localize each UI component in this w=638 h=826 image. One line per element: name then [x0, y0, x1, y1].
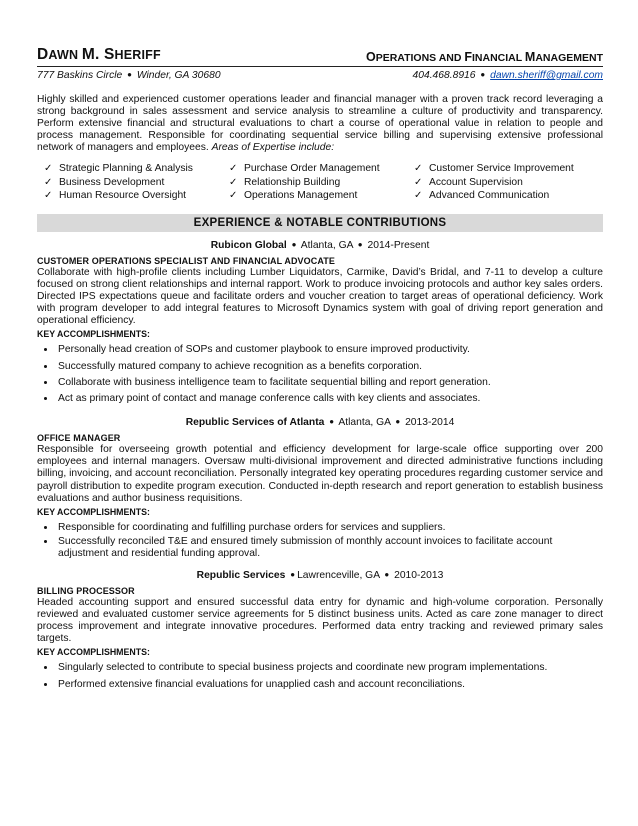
job-dates: 2010-2013 [394, 569, 444, 581]
company-name: Rubicon Global [210, 239, 287, 251]
job-dates: 2013-2014 [405, 417, 455, 429]
job-role: BILLING PROCESSOR [37, 585, 135, 596]
list-item: • Successfully reconciled T&E and ensured timely submission of monthly account invoices to facilitate account adjustment and residential funding approval. [56, 536, 603, 561]
section-banner-experience: EXPERIENCE & NOTABLE CONTRIBUTIONS [37, 214, 603, 232]
skills-column-3 [414, 162, 599, 203]
skill-item: ✓ Human Resource Oversight [44, 189, 229, 203]
bullet-separator-icon: ● [329, 417, 335, 427]
skill-item: ✓ Customer Service Improvement [414, 162, 599, 176]
skill-item: ✓ Purchase Order Management [229, 162, 414, 176]
job-role: OFFICE MANAGER [37, 433, 121, 444]
bullet-separator-icon: ● [357, 239, 363, 249]
company-line [37, 570, 603, 581]
key-accomplishments-label: KEY ACCOMPLISHMENTS: [37, 506, 150, 517]
candidate-name: DAWN M. SHERIFF [37, 46, 161, 63]
header-rule [37, 66, 603, 67]
bullet-separator-icon: ● [395, 417, 401, 427]
skill-item: ✓ Business Development [44, 176, 229, 190]
accomplishments-list [37, 660, 603, 692]
job-description: Responsible for overseeing growth potential and efficiency development for large-scale office supporting over 200 employees and internal managers. Oversaw multi-divisional improvement and directed administrative functions including billing, invoicing, and account reconciliation. Personally integrated key operating procedures regarding customer service and payroll distribution to expedite program execution. Conducted in-depth research and report generation to establish business evaluations and author business requisitions. [37, 444, 603, 504]
professional-title: OPERATIONS AND FINANCIAL MANAGEMENT [365, 50, 603, 64]
contact-line [37, 70, 603, 81]
list-item: • Performed extensive financial evaluations for unapplied cash and account reconciliations. [56, 677, 603, 693]
job-entry [37, 240, 603, 407]
job-description: Collaborate with high-profile clients including Lumber Liquidators, Carmike, David’s Bridal, and 7-11 to develop a culture focused on strong client relationships and internal rapport. Work to produce invoicing protocols and author key sales orders. Directed IPS expectations queue and facilitate orders and voucher creation to target areas of operational deficiency. Work with program developer to add integral features to Microsoft Dynamics system with goal of driving report generation and operational efficiency. [37, 266, 603, 327]
job-location: Atlanta, GA [338, 417, 391, 429]
bullet-separator-icon: ● [291, 239, 297, 249]
skill-item: ✓ Account Supervision [414, 176, 599, 190]
company-name: Republic Services [196, 569, 286, 581]
company-line [37, 240, 603, 251]
phone: 404.468.8916 [412, 70, 476, 81]
resume-header [37, 46, 603, 64]
bullet-separator-icon: ● [127, 70, 132, 79]
bullet-separator-icon: ● [384, 569, 390, 579]
job-entry [37, 570, 603, 693]
address: 777 Baskins Circle ● Winder, GA 30680 [37, 70, 221, 81]
email-link[interactable]: dawn.sheriff@gmail.com [490, 70, 603, 81]
areas-of-expertise-label: Areas of Expertise include: [211, 142, 335, 154]
list-item: • Collaborate with business intelligence team to facilitate sequential billing and report generation. [56, 375, 603, 391]
job-location: Lawrenceville, GA [297, 569, 380, 581]
job-location: Atlanta, GA [300, 239, 353, 251]
list-item: • Act as primary point of contact and manage conference calls with key clients and associates. [56, 391, 603, 407]
skills-grid [44, 162, 603, 203]
resume-page [37, 46, 603, 693]
list-item: • Singularly selected to contribute to special business projects and coordinate new program implementations. [56, 660, 603, 676]
phone-email [413, 70, 603, 81]
bullet-separator-icon: ● [290, 569, 296, 579]
key-accomplishments-label: KEY ACCOMPLISHMENTS: [37, 647, 150, 658]
company-name: Republic Services of Atlanta [185, 417, 325, 429]
skill-item: ✓ Strategic Planning & Analysis [44, 162, 229, 176]
job-description: Headed accounting support and ensured successful data entry for dynamic and high-volume corporation. Personally reviewed and evaluated customer service agreements for 5 distinct business units. Acted as care zone manager to direct process improvement and integrate innovative procedures. Performed data entry tracking and reviewed primary sales targets. [37, 596, 603, 645]
accomplishments-list [37, 520, 603, 561]
bullet-separator-icon: ● [480, 70, 486, 79]
job-entry [37, 417, 603, 561]
skill-item: ✓ Relationship Building [229, 176, 414, 190]
skill-item: ✓ Advanced Communication [414, 189, 599, 203]
job-dates: 2014-Present [367, 239, 430, 251]
company-line [37, 417, 603, 428]
skills-column-1 [44, 162, 229, 203]
job-role: CUSTOMER OPERATIONS SPECIALIST AND FINANCIAL ADVOCATE [37, 255, 335, 266]
key-accomplishments-label: KEY ACCOMPLISHMENTS: [37, 329, 150, 340]
list-item: • Personally head creation of SOPs and customer playbook to ensure improved productivity. [56, 342, 603, 358]
list-item: • Successfully matured company to achieve recognition as a benefits corporation. [56, 359, 603, 375]
skills-column-2 [229, 162, 414, 203]
summary-paragraph: Highly skilled and experienced customer operations leader and financial manager with a proven track record leveraging a strong background in sales assessment and service analysis to streamline a culture of productivity and transparency. Perform extensive financial and structural evaluations to chart a course of operational value in relation to people and process management. Responsible for coordinating sequential service billing and supervising extensive professional network of managers and employees. Areas of Expertise include: [37, 94, 603, 154]
list-item: • Responsible for coordinating and fulfilling purchase orders for services and suppliers. [56, 520, 603, 536]
skill-item: ✓ Operations Management [229, 189, 414, 203]
accomplishments-list [37, 342, 603, 407]
